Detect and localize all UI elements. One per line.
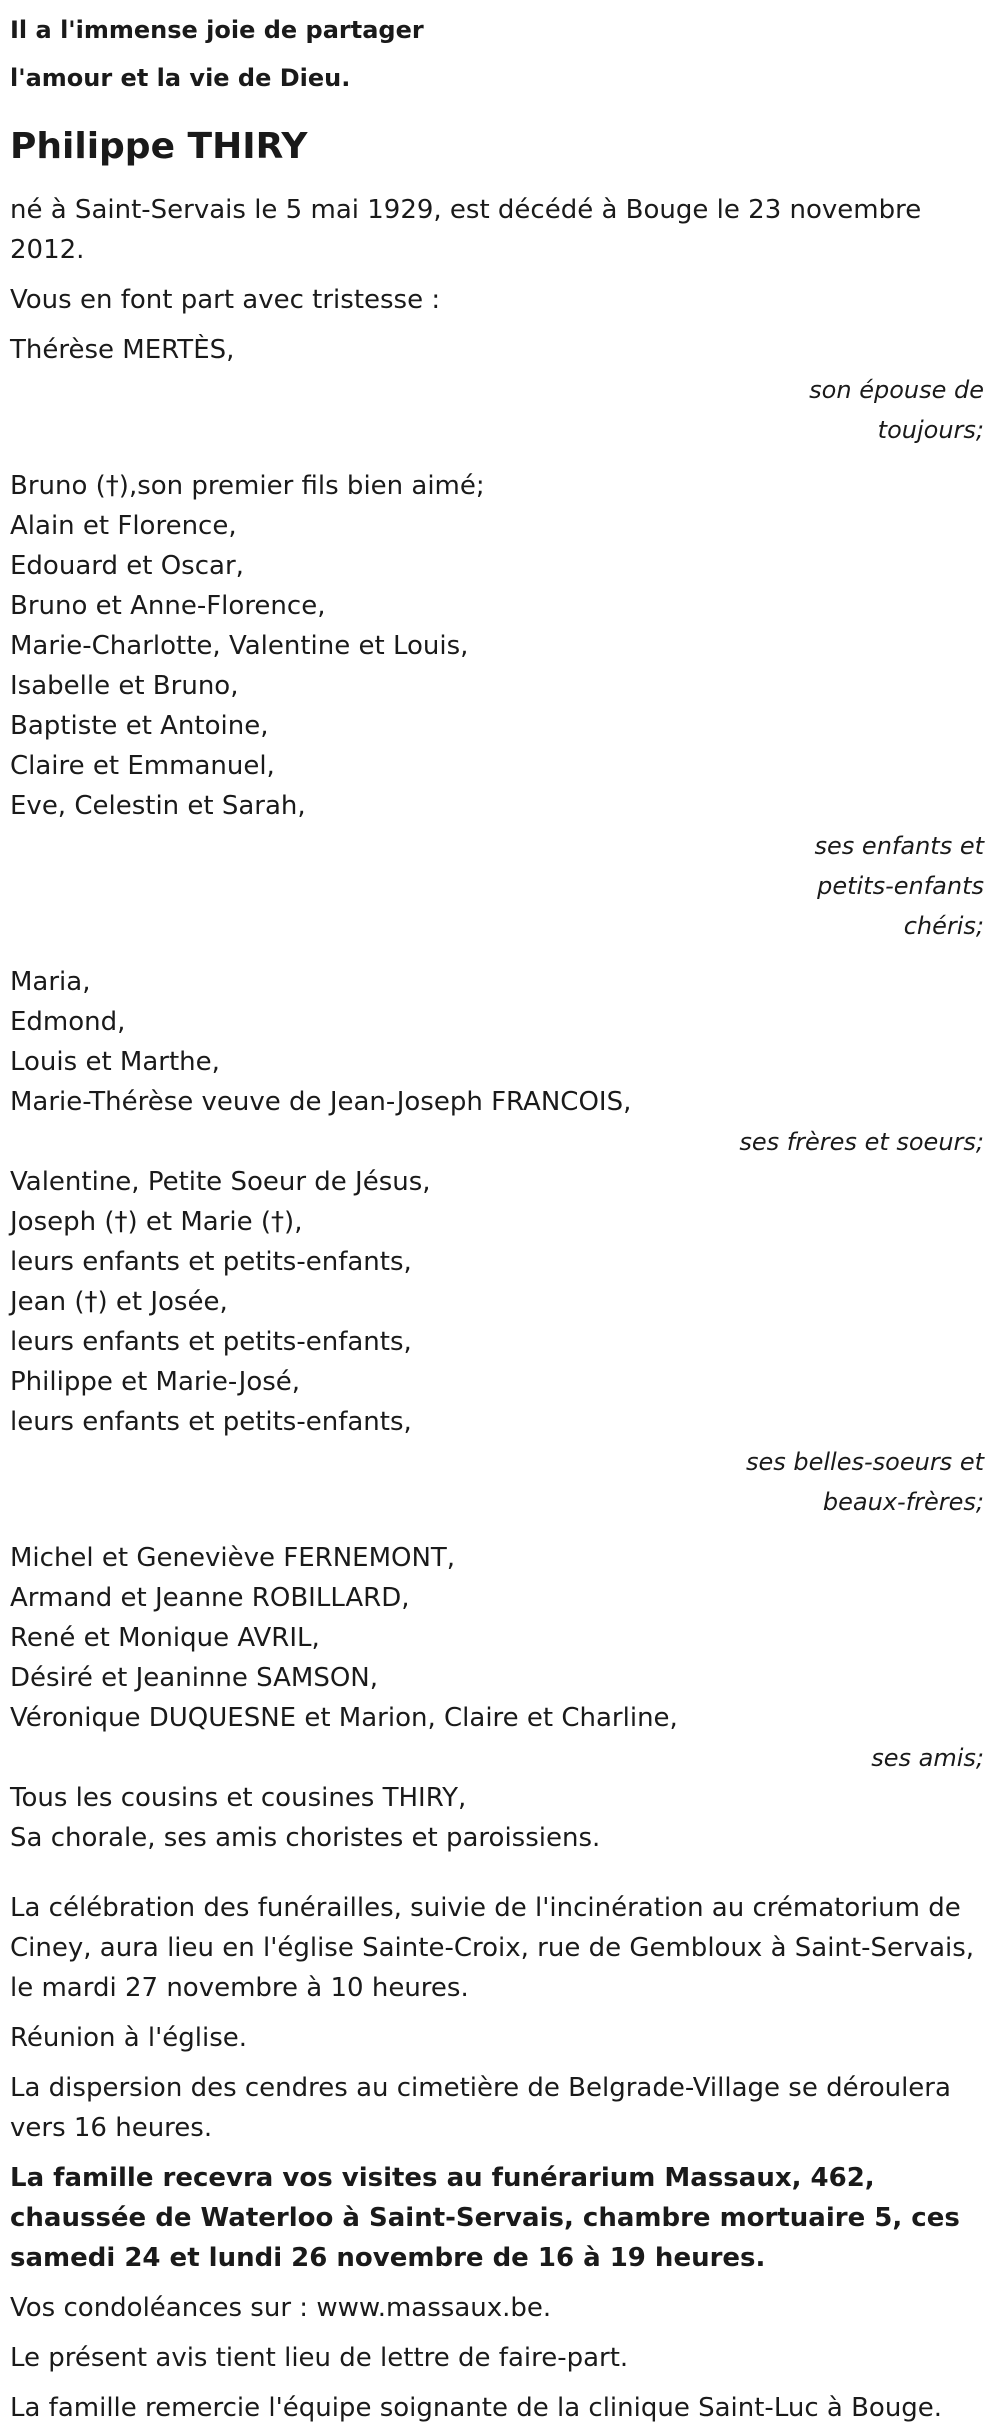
role-line: petits-enfants [817, 872, 984, 900]
role-line: beaux-frères; [822, 1488, 984, 1516]
family-line: Claire et Emmanuel, [10, 751, 275, 781]
role-line: son épouse de [809, 376, 984, 404]
family-line: leurs enfants et petits-enfants, [10, 1407, 412, 1437]
intro-line: l'amour et la vie de Dieu. [10, 64, 351, 92]
family-line: Bruno et Anne-Florence, [10, 591, 326, 621]
family-line: Baptiste et Antoine, [10, 711, 269, 741]
condolences-text: Vos condoléances sur : www.massaux.be. [10, 2293, 552, 2323]
family-line: Bruno (†),son premier fils bien aimé; [10, 471, 485, 501]
children-block [10, 466, 990, 946]
siblings-block [10, 962, 990, 1162]
family-line: Michel et Geneviève FERNEMONT, [10, 1543, 456, 1573]
family-line: Armand et Jeanne ROBILLARD, [10, 1583, 410, 1613]
spouse-block [10, 330, 990, 450]
spouse-role [10, 370, 990, 450]
family-line: René et Monique AVRIL, [10, 1623, 320, 1653]
family-line: Maria, [10, 967, 91, 997]
family-line: Véronique DUQUESNE et Marion, Claire et Charline, [10, 1703, 678, 1733]
dispersion-text: La dispersion des cendres au cimetière de Belgrade-Village se déroulera vers 16 heures. [10, 2073, 951, 2143]
family-line: Eve, Celestin et Sarah, [10, 791, 306, 821]
family-line: Philippe et Marie-José, [10, 1367, 301, 1397]
role-line: ses belles-soeurs et [745, 1448, 984, 1476]
family-line: Joseph (†) et Marie (†), [10, 1207, 303, 1237]
thanks-text: La famille remercie l'équipe soignante de la clinique Saint-Luc à Bouge. [10, 2393, 943, 2423]
family-line: Louis et Marthe, [10, 1047, 220, 1077]
inlaws-role [10, 1442, 990, 1522]
family-line: leurs enfants et petits-enfants, [10, 1327, 412, 1357]
family-line: Désiré et Jeaninne SAMSON, [10, 1663, 379, 1693]
family-line: Tous les cousins et cousines THIRY, [10, 1783, 467, 1813]
role-line: chéris; [903, 912, 984, 940]
siblings-role: ses frères et soeurs; [739, 1128, 984, 1156]
notice-text: Le présent avis tient lieu de lettre de faire-part. [10, 2343, 629, 2373]
family-line: Valentine, Petite Soeur de Jésus, [10, 1167, 431, 1197]
family-line: Marie-Charlotte, Valentine et Louis, [10, 631, 469, 661]
friends-block [10, 1538, 990, 1778]
family-line: Marie-Thérèse veuve de Jean-Joseph FRANCOIS, [10, 1087, 632, 1117]
family-line: leurs enfants et petits-enfants, [10, 1247, 412, 1277]
others-block [10, 1778, 990, 1858]
family-line: Sa chorale, ses amis choristes et paroissiens. [10, 1823, 601, 1853]
family-line: Edouard et Oscar, [10, 551, 244, 581]
role-line: ses enfants et [814, 832, 984, 860]
birth-death-text: né à Saint-Servais le 5 mai 1929, est décédé à Bouge le 23 novembre 2012. [10, 195, 922, 265]
family-line: Alain et Florence, [10, 511, 237, 541]
family-line: Jean (†) et Josée, [10, 1287, 228, 1317]
ceremony-text: La célébration des funérailles, suivie de l'incinération au crématorium de Ciney, aura lieu en l'église Sainte-Croix, rue de Gembloux à Saint-Servais, le mardi 27 novembre à 10 heures. [10, 1893, 975, 2003]
children-role [10, 826, 990, 946]
intro-line: Il a l'immense joie de partager [10, 16, 424, 44]
inlaws-block [10, 1162, 990, 1522]
deceased-name: Philippe THIRY [10, 126, 308, 167]
role-line: toujours; [877, 416, 984, 444]
spouse-name: Thérèse MERTÈS, [10, 335, 235, 365]
family-line: Edmond, [10, 1007, 126, 1037]
friends-role: ses amis; [871, 1744, 984, 1772]
intro-text [10, 6, 990, 102]
reunion-text: Réunion à l'église. [10, 2023, 248, 2053]
announce-text: Vous en font part avec tristesse : [10, 285, 441, 315]
family-line: Isabelle et Bruno, [10, 671, 239, 701]
visits-text: La famille recevra vos visites au funérarium Massaux, 462, chaussée de Waterloo à Saint-Servais, chambre mortuaire 5, ces samedi 24 et lundi 26 novembre de 16 à 19 heures. [10, 2163, 960, 2273]
